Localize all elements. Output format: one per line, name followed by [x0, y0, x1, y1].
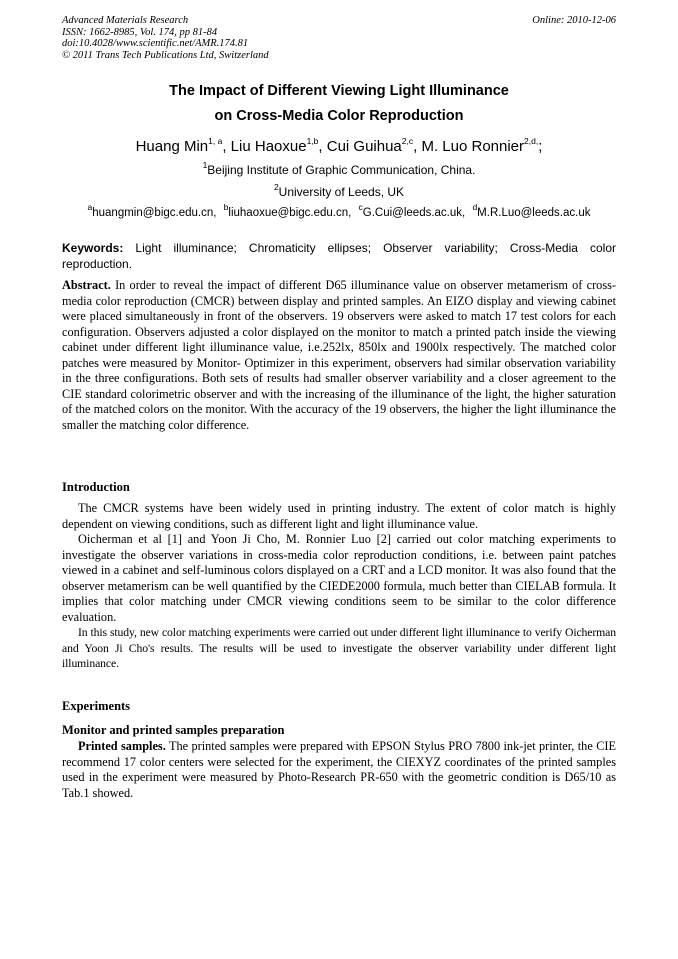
keywords: [62, 240, 616, 272]
journal-issn: ISSN: 1662-8985, Vol. 174, pp 81-84: [62, 26, 218, 38]
abstract-label: Abstract.: [62, 278, 111, 292]
introduction-body: [62, 501, 616, 672]
journal-copyright: © 2011 Trans Tech Publications Ltd, Switzerland: [62, 49, 269, 61]
section-heading-experiments: Experiments: [62, 699, 131, 713]
email: $^c$G.Cui@leeds.ac.uk,: [358, 202, 466, 219]
paragraph: Oicherman et al [1] and Yoon Ji Cho, M. Ronnier Luo [2] carried out color matching experiments to investigate the observer variations in cross-media color reproduction conditions, i.e. between paint patches viewed in a cabinet and self-luminous colors displayed on a CRT and a LCD monitor. It was also found that the observer metamerism can be well quantified by the CIEDE2000 formula, much better than CIELAB formula. It implies that color matching under CMCR viewing conditions seem to be similar to the color difference evaluation.: [62, 532, 616, 624]
journal-header: [62, 15, 269, 61]
section-heading-introduction: Introduction: [62, 480, 130, 494]
abstract-text: In order to reveal the impact of different D65 illuminance value on observer metamerism of cross-media color reproduction (CMCR) between display and printed samples. An EIZO display and viewing cabinet were placed simultaneously in front of the observers. 19 observers were asked to match 17 test colors for each configuration. Observers adjusted a color displayed on the monitor to match a printed patch inside the viewing cabinet under different light illuminance value, i.e.252lx, 850lx and 1900lx respectively. The matched color patches were measured by Monitor- Optimizer in this experiment, observers had similar observation variability in the three configurations. Both sets of results had smaller observer variability and a closer agreement to the CIE standard colorimetric observer and with the increasing of the illuminance of the light, the higher saturation of the matched colors on the monitor. With the accuracy of the 19 observers, the higher the light illuminance the smaller the matching color difference.: [62, 278, 616, 432]
printed-samples-text: The printed samples were prepared with EPSON Stylus PRO 7800 ink-jet printer, the CIE recommend 17 color centers were selected for the experiment, the CIEXYZ coordinates of the printed samples used in the experiment were measured by Photo-Research PR-650 with the geometric condition is D65/10 as Tab.1 showed.: [62, 739, 616, 800]
journal-doi: doi:10.4028/www.scientific.net/AMR.174.81: [62, 38, 249, 49]
author-emails: [62, 202, 616, 221]
affiliation: $^2$University of Leeds, UK: [273, 182, 405, 199]
email: $^b$liuhaoxue@bigc.edu.cn,: [223, 202, 352, 219]
abstract: [62, 278, 616, 433]
email: $^a$huangmin@bigc.edu.cn,: [87, 202, 217, 219]
author-list: [62, 137, 616, 157]
paragraph: The CMCR systems have been widely used in printing industry. The extent of color match is highly dependent on viewing conditions, such as different light and light illuminance value.: [62, 501, 616, 531]
author: Huang Min$^{1, a}$,: [135, 136, 231, 155]
paper-title-line-1: The Impact of Different Viewing Light Illuminance: [169, 83, 509, 99]
subsection-heading: Monitor and printed samples preparation: [62, 723, 285, 737]
author: Liu Haoxue$^{1,b}$,: [230, 136, 327, 155]
email: $^d$M.R.Luo@leeds.ac.uk: [472, 202, 591, 219]
keywords-label: Keywords:: [62, 241, 124, 255]
paragraph: In this study, new color matching experiments were carried out under different light illuminance to verify Oicherman and Yoon Ji Cho's results. The results will be used to investigate the observer variability under different light illuminance.: [62, 626, 616, 671]
author: M. Luo Ronnier$^{2,d,}$;: [421, 136, 543, 155]
online-date: Online: 2010-12-06: [532, 15, 616, 26]
printed-samples-label: Printed samples.: [78, 739, 166, 753]
paper-title-line-2: on Cross-Media Color Reproduction: [214, 108, 464, 124]
keywords-text: Light illuminance; Chromaticity ellipses; Observer variability; Cross-Media color reproduction.: [62, 241, 616, 271]
author: Cui Guihua$^{2,c}$,: [326, 136, 422, 155]
affiliation: $^1$Beijing Institute of Graphic Communication, China.: [202, 160, 476, 177]
printed-samples-paragraph: [62, 739, 616, 801]
journal-name: Advanced Materials Research: [62, 15, 189, 26]
